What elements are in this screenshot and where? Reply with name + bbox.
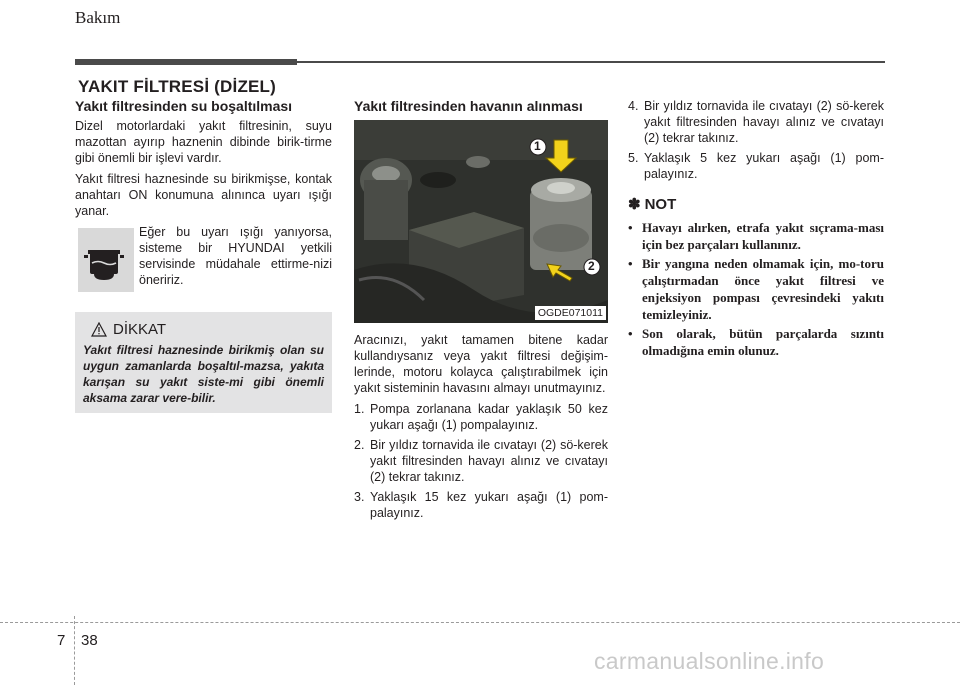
warning-light-text: Eğer bu uyarı ışığı yanıyorsa, sisteme bir HYUNDAI yetkili servisinde müdahale ettirme-nizi öneririz.: [139, 225, 332, 287]
list-item: • Bir yangına neden olmamak için, mo-toru çalıştırmadan önce yakıt filtresi ve enjeksiyon pompası çevresindeki yakıtı temizleyiniz.: [628, 256, 884, 322]
warning-light-block: [75, 224, 332, 296]
caution-label: DİKKAT: [113, 321, 167, 338]
section-header: Bakım: [75, 8, 121, 27]
list-item: 4. Bir yıldız tornavida ile cıvatayı (2) sö-kerek yakıt filtresinden havayı alınız ve cıvatayı (2) tekrar takınız.: [628, 99, 884, 145]
caution-heading: [91, 321, 324, 338]
air-bleed-heading: Yakıt filtresinden havanın alınması: [354, 98, 583, 114]
note-label: NOT: [644, 195, 677, 213]
list-item: 2. Bir yıldız tornavida ile cıvatayı (2) sö-kerek yakıt filtresinden havayı alınız ve cıvatayı (2) tekrar takınız.: [354, 438, 608, 484]
footer-rule: [0, 622, 960, 623]
fuel-filter-water-warning-icon: [78, 228, 134, 292]
list-item: 3. Yaklaşık 15 kez yukarı aşağı (1) pom-palayınız.: [354, 490, 608, 520]
column-continued: [628, 98, 884, 361]
page-title: YAKIT FİLTRESİ (DİZEL): [78, 77, 277, 96]
water-drain-paragraph-2: Yakıt filtresi haznesinde su birikmişse, kontak anahtarı ON konumuna alınınca uyarı ışığı yanar.: [75, 172, 332, 218]
air-bleed-steps: [354, 401, 608, 521]
list-item: 5. Yaklaşık 5 kez yukarı aşağı (1) pom-palayınız.: [628, 151, 884, 181]
chapter-number: 7: [57, 632, 66, 649]
list-item: • Son olarak, bütün parçalarda sızıntı olmadığına emin olunuz.: [628, 326, 884, 358]
list-item: • Havayı alırken, etrafa yakıt sıçrama-ması için bez parçaları kullanınız.: [628, 220, 884, 252]
photo-marker-2: 2: [588, 259, 595, 273]
air-bleed-intro: Aracınızı, yakıt tamamen bitene kadar kullandıysanız veya yakıt filtresi değişim-lerinde, motoru kolayca çalıştırabilmek için yakıt sisteminin havasını almayı unutmayınız.: [354, 333, 608, 395]
note-heading: [628, 195, 884, 213]
list-item: 1. Pompa zorlanana kadar yaklaşık 50 kez yukarı aşağı (1) pompalayınız.: [354, 402, 608, 432]
engine-bay-photo: [354, 120, 608, 323]
water-drain-heading: Yakıt filtresinden su boşaltılması: [75, 98, 293, 114]
note-list: [628, 219, 884, 359]
note-star-icon: ✽: [628, 196, 641, 213]
caution-box: [75, 312, 332, 413]
header-rule-thick: [75, 59, 297, 65]
watermark: carmanualsonline.info: [594, 648, 825, 674]
footer-divider: [74, 616, 75, 685]
water-drain-paragraph-1: Dizel motorlardaki yakıt filtresinin, suyu mazottan ayırıp haznenin dibinde birik-tirme gibi önemli bir işlevi vardır.: [75, 119, 332, 165]
warning-triangle-icon: [91, 322, 107, 337]
column-air-bleed: [354, 98, 608, 525]
page-number: 38: [81, 632, 98, 649]
header-rule-thin: [297, 61, 885, 63]
air-bleed-steps-continued: [628, 98, 884, 182]
caution-text: Yakıt filtresi haznesinde birikmiş olan su uygun zamanlarda boşaltıl-mazsa, yakıta karışan su yakıt siste-mi gibi önemli aksama zarar vere-bilir.: [83, 343, 324, 405]
photo-marker-1: 1: [534, 139, 541, 153]
photo-code-label: OGDE071011: [535, 306, 606, 320]
column-water-drain: [75, 98, 332, 413]
